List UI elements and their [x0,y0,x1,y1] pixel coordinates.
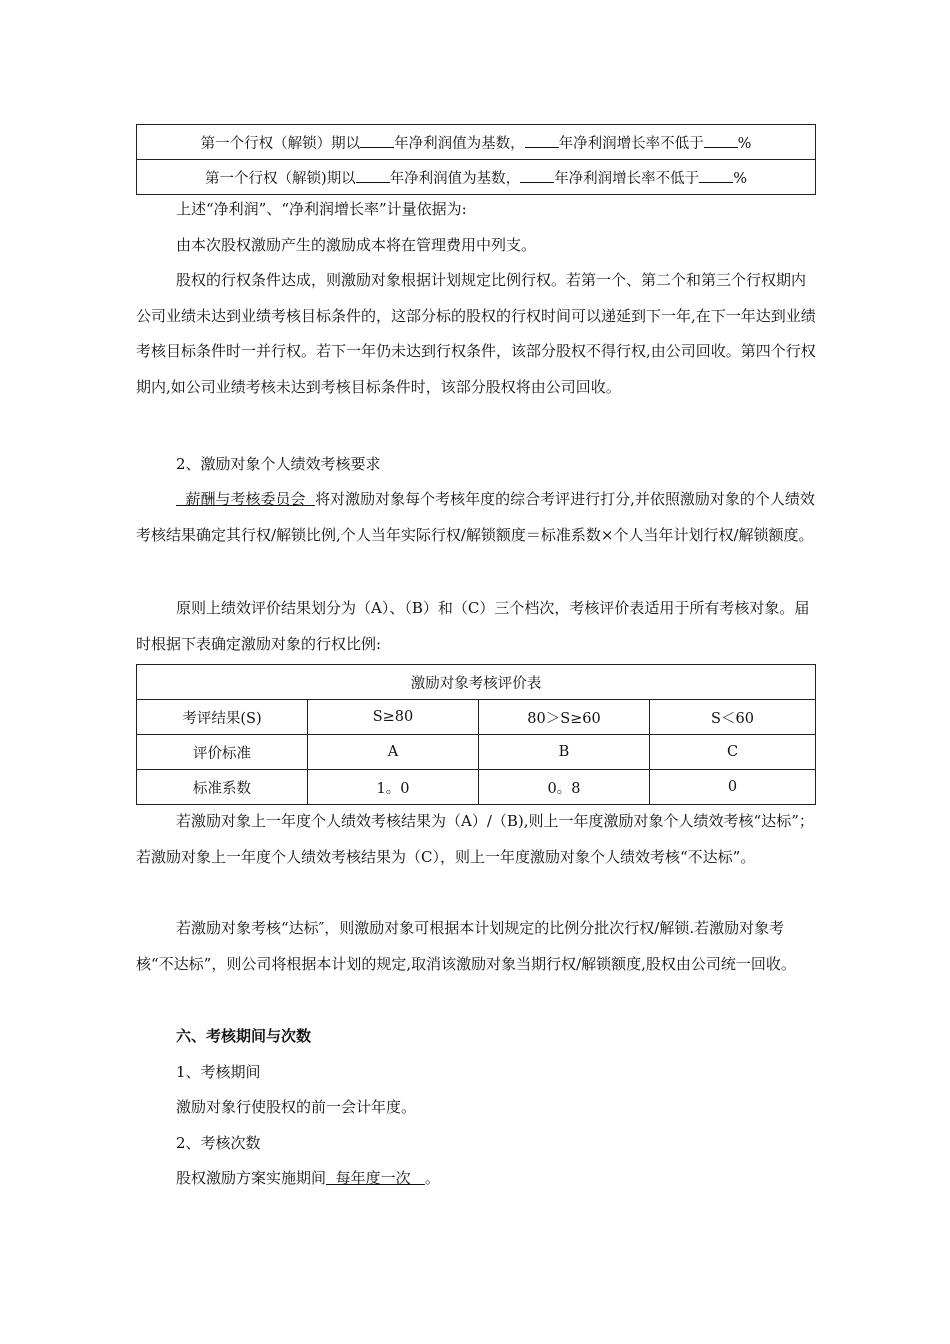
cell-text: 第一个行权（解锁）期以 [200,135,361,152]
table-row [137,160,816,195]
table-cell: S＜60 [650,700,816,735]
percent-blank [704,146,738,148]
times-heading: 2、考核次数 [176,1134,261,1152]
table-cell: 0 [650,770,816,805]
year-blank [525,146,559,148]
cell-text: % [737,135,752,152]
cell-text: % [733,170,747,187]
table-row [137,665,816,700]
cell-text: 第一个行权（解锁)期以 [205,170,356,187]
table-row [137,700,816,735]
percent-blank [699,181,733,183]
table-cell: 1。0 [308,770,479,805]
table-cell: 评价标准 [137,735,308,770]
table-title: 激励对象考核评价表 [137,665,816,700]
basis-paragraph: 上述“净利润”、“净利润增长率”计量依据为: [176,200,467,218]
table-cell: 标准系数 [137,770,308,805]
cell-text: 年净利润值为基数， [394,135,525,152]
individual-heading: 2、激励对象个人绩效考核要求 [176,455,381,473]
times-paragraph: 股权激励方案实施期间 每年度一次 。 [176,1169,440,1187]
year-blank [360,146,394,148]
year-blank [520,181,554,183]
year-blank [356,181,390,183]
evaluation-table [136,664,816,805]
table-cell: 考评结果(S) [137,700,308,735]
pass-paragraph: 若激励对象上一年度个人绩效考核结果为（A）/（B),则上一年度激励对象个人绩效考核“达标”；若激励对象上一年度个人绩效考核结果为（C），则上一年度激励对象个人绩效考核“不达标”。 [136,812,814,866]
cost-paragraph: 由本次股权激励产生的激励成本将在管理费用中列支。 [176,236,537,254]
table-cell [137,160,816,195]
committee-paragraph [136,482,816,553]
table-row [137,735,816,770]
table-cell: C [650,735,816,770]
performance-target-table [136,124,816,195]
table-cell: 0。8 [479,770,650,805]
table-cell: A [308,735,479,770]
committee-name: 薪酬与考核委员会 [185,490,306,508]
period-heading: 1、考核期间 [176,1063,261,1081]
table-cell [137,125,816,160]
result-paragraph: 若激励对象考核“达标″，则激励对象可根据本计划规定的比例分批次行权/解锁.若激励对象考核“不达标”，则公司将根据本计划的规定,取消该激励对象当期行权/解锁额度,股权由公司统一回收。 [136,919,796,973]
vesting-paragraph: 股权的行权条件达成，则激励对象根据计划规定比例行权。若第一个、第二个和第三个行权期内公司业绩未达到业绩考核目标条件的，这部分标的股权的行权时间可以递延到下一年,在下一年达到业绩考核目标条件时一并行权。若下一年仍未达到行权条件，该部分股权不得行权,由公司回收。第四个行权期内,如公司业绩考核未达到考核目标条件时，该部分股权将由公司回收。 [136,271,816,396]
period-paragraph: 激励对象行使股权的前一会计年度。 [176,1098,417,1116]
times-value: 每年度一次 [335,1169,411,1187]
grades-paragraph: 原则上绩效评价结果划分为（A）、（B）和（C）三个档次，考核评价表适用于所有考核对象。届时根据下表确定激励对象的行权比例: [136,599,810,653]
table-cell: 80＞S≥60 [479,700,650,735]
table-cell: B [479,735,650,770]
table-row [137,125,816,160]
cell-text: 年净利润增长率不低于 [554,170,700,187]
cell-text: 年净利润增长率不低于 [558,135,704,152]
section-heading: 六、考核期间与次数 [176,1027,312,1045]
table-cell: S≥80 [308,700,479,735]
committee-text: 将对激励对象每个考核年度的综合考评进行打分,并依照激励对象的个人绩效考核结果确定其行权/解锁比例,个人当年实际行权/解锁额度＝标准系数×个人当年计划行权/解锁额度。 [136,490,815,544]
cell-text: 年净利润值为基数， [389,170,521,187]
table-row [137,770,816,805]
